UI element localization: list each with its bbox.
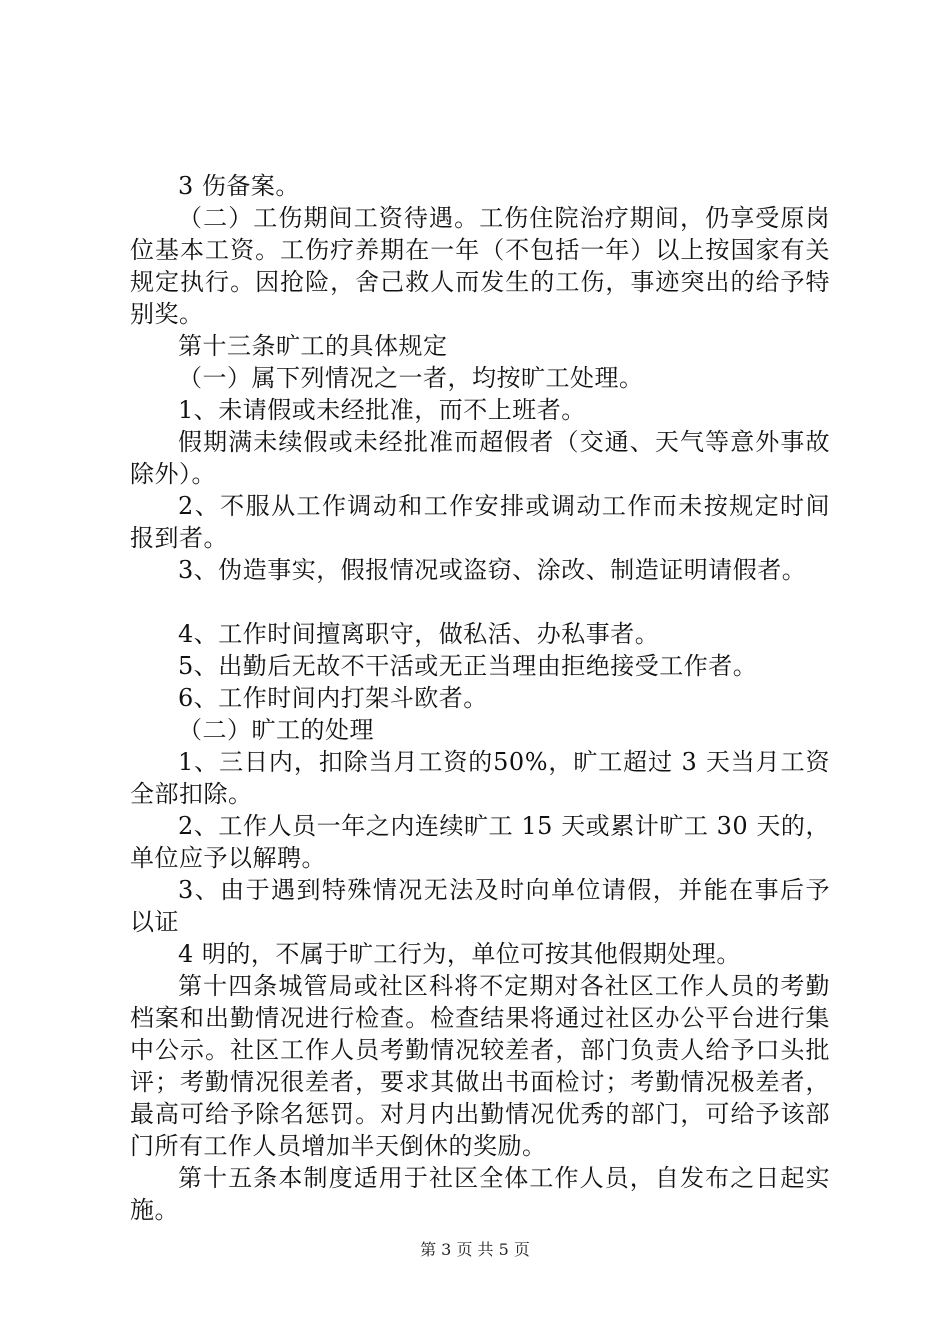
paragraph-handling-item-2: 2、工作人员一年之内连续旷工 15 天或累计旷工 30 天的，单位应予以解聘。 [130, 812, 830, 872]
page-footer: 第 3 页 共 5 页 [420, 1240, 530, 1259]
paragraph-absence-item-4: 4、工作时间擅离职守，做私活、办私事者。 [178, 620, 660, 648]
article-14-paragraph: 第十四条城管局或社区科将不定期对各社区工作人员的考勤档案和出勤情况进行检查。检查结果将通过社区办公平台进行集中公示。社区工作人员考勤情况较差者，部门负责人给予口头批评；考勤情况很差者，要求其做出书面检讨；考勤情况极差者，最高可给予除名惩罚。对月内出勤情况优秀的部门，可给予该部门所有工作人员增加半天倒休的奖励。 [130, 972, 830, 1160]
paragraph-handling-item-3-cont: 4 明的，不属于旷工行为，单位可按其他假期处理。 [178, 940, 741, 968]
paragraph-absence-overleave: 假期满未续假或未经批准而超假者（交通、天气等意外事故除外）。 [130, 428, 830, 488]
paragraph-absence-handling: （二）旷工的处理 [178, 716, 374, 744]
paragraph-absence-item-2: 2、不服从工作调动和工作安排或调动工作而未按规定时间报到者。 [130, 492, 830, 552]
paragraph-absence-cases: （一）属下列情况之一者，均按旷工处理。 [178, 364, 644, 392]
paragraph-handling-item-3: 3、由于遇到特殊情况无法及时向单位请假，并能在事后予以证 [130, 876, 830, 936]
document-body [130, 170, 830, 1226]
paragraph-absence-item-6: 6、工作时间内打架斗欧者。 [178, 684, 488, 712]
article-13-heading: 第十三条旷工的具体规定 [178, 332, 448, 360]
paragraph-handling-item-1: 1、三日内，扣除当月工资的50%，旷工超过 3 天当月工资全部扣除。 [130, 748, 830, 808]
paragraph-absence-item-5: 5、出勤后无故不干活或无正当理由拒绝接受工作者。 [178, 652, 758, 680]
article-15-paragraph: 第十五条本制度适用于社区全体工作人员，自发布之日起实施。 [130, 1164, 830, 1224]
paragraph-injury-record: 3 伤备案。 [178, 172, 300, 200]
blank-line [130, 586, 830, 618]
paragraph-absence-item-3: 3、伪造事实，假报情况或盗窃、涂改、制造证明请假者。 [178, 556, 807, 584]
paragraph-absence-item-1: 1、未请假或未经批准，而不上班者。 [178, 396, 586, 424]
paragraph-injury-wages: （二）工伤期间工资待遇。工伤住院治疗期间，仍享受原岗位基本工资。工伤疗养期在一年（不包括一年）以上按国家有关规定执行。因抢险，舍己救人而发生的工伤，事迹突出的给予特别奖。 [130, 204, 830, 328]
